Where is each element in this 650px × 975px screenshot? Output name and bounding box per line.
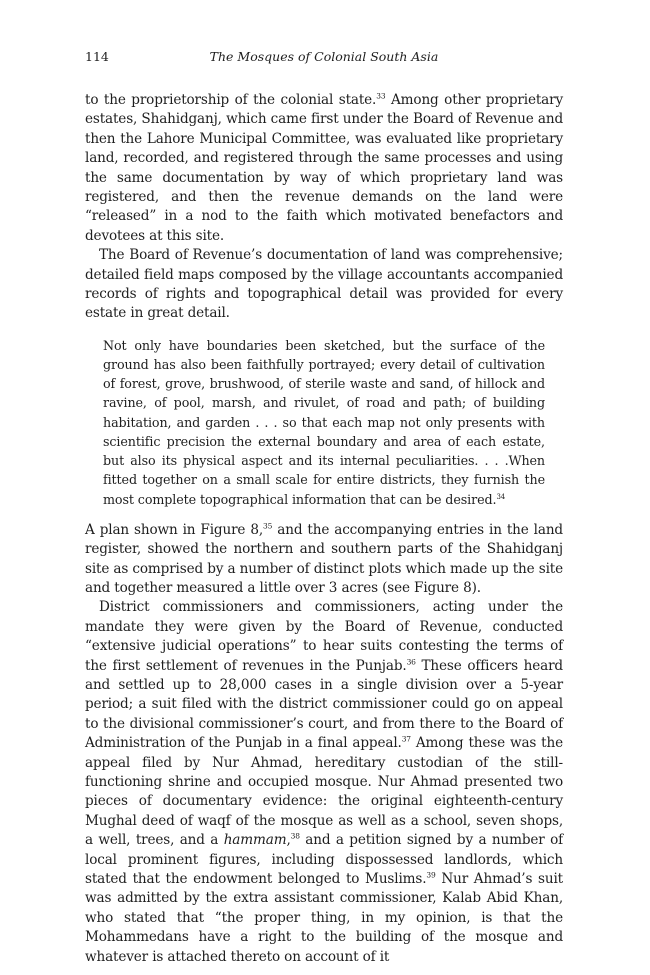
footnote-ref-37: 37 xyxy=(401,734,411,744)
footnote-ref-34: 34 xyxy=(496,492,506,501)
paragraph-4-text-b: These officers heard and settled up to 28,000 cases in a single division over a 5-year period; a suit filed with the district commissioner could go on appeal to the divisional commissioner’s court, and from there to the Board of Administration of the Punjab in a final appeal. xyxy=(85,657,563,752)
paragraph-2: The Board of Revenue’s documentation of land was comprehensive; detailed field maps composed by the village accountants accompanied records of rights and topographical detail was provided for every estate in great detail. xyxy=(85,247,563,322)
footnote-ref-35: 35 xyxy=(263,521,273,531)
paragraph-3-text-a: A plan shown in Figure 8, xyxy=(85,521,264,538)
italic-term-hammam: hammam xyxy=(223,832,287,849)
paragraph-4-text-a: District commissioners and commissioners, acting under the mandate they were given by the Board of Revenue, conducted “extensive judicial operations” to hear suits contesting the terms of the first settlement of revenues in the Punjab. xyxy=(85,599,563,674)
body-text xyxy=(85,91,563,967)
paragraph-4-text-e: and a petition signed by a number of local prominent figures, including dispossessed landlords, which stated that the endowment belonged to Muslims. xyxy=(85,832,563,888)
running-header xyxy=(85,48,563,66)
page-number: 114 xyxy=(85,49,109,64)
paragraph-4-text-d: , xyxy=(286,832,291,849)
running-title: The Mosques of Colonial South Asia xyxy=(209,49,439,64)
footnote-ref-38: 38 xyxy=(290,831,300,841)
paragraph-4-text-f: Nur Ahmad’s suit was admitted by the extra assistant commissioner, Kalab Abid Khan, who stated that “the proper thing, in my opinion, is that the Mohammedans have a right to the building of the mosque and whatever is attached thereto on account of it xyxy=(85,871,563,965)
paragraph-1-text-b: Among other proprietary estates, Shahidganj, which came first under the Board of Revenue and then the Lahore Municipal Committee, was evaluated like proprietary land, recorded, and registered through the same processes and using the same documentation by way of which proprietary land was registered, and then the revenue demands on the land were “released” in a nod to the faith which motivated benefactors and devotees at this site. xyxy=(85,92,563,244)
paragraph-3-text-b: and the accompanying entries in the land register, showed the northern and southern parts of the Shahidganj site as comprised by a number of distinct plots which made up the site and together measured a little over 3 acres (see Figure 8). xyxy=(85,521,563,596)
paragraph-3 xyxy=(85,521,563,599)
block-quote-text: Not only have boundaries been sketched, but the surface of the ground has also been faithfully portrayed; every detail of cultivation of forest, grove, brushwood, of sterile waste and sand, of hillock and ravine, of pool, marsh, and rivulet, of road and path; of building habitation, and garden . . . so that each map not only presents with scientific precision the external boundary and area of each estate, but also its physical aspect and its internal peculiarities. . . .When fitted together on a small scale for entire districts, they furnish the most complete topographical information that can be desired. xyxy=(103,337,545,507)
footnote-ref-33: 33 xyxy=(376,91,386,101)
footnote-ref-39: 39 xyxy=(426,870,436,880)
paragraph-4 xyxy=(85,598,563,967)
paragraph-4-text-c: Among these was the appeal filed by Nur Ahmad, hereditary custodian of the still-functioning shrine and occupied mosque. Nur Ahmad presented two pieces of documentary evidence: the original eighteenth-century Mughal deed of waqf of the mosque as well as a school, seven shops, a well, trees, and a xyxy=(85,735,563,849)
paragraph-1 xyxy=(85,91,563,246)
block-quote xyxy=(103,336,545,509)
footnote-ref-36: 36 xyxy=(406,656,416,666)
paragraph-1-text-a: to the proprietorship of the colonial state. xyxy=(85,92,377,108)
